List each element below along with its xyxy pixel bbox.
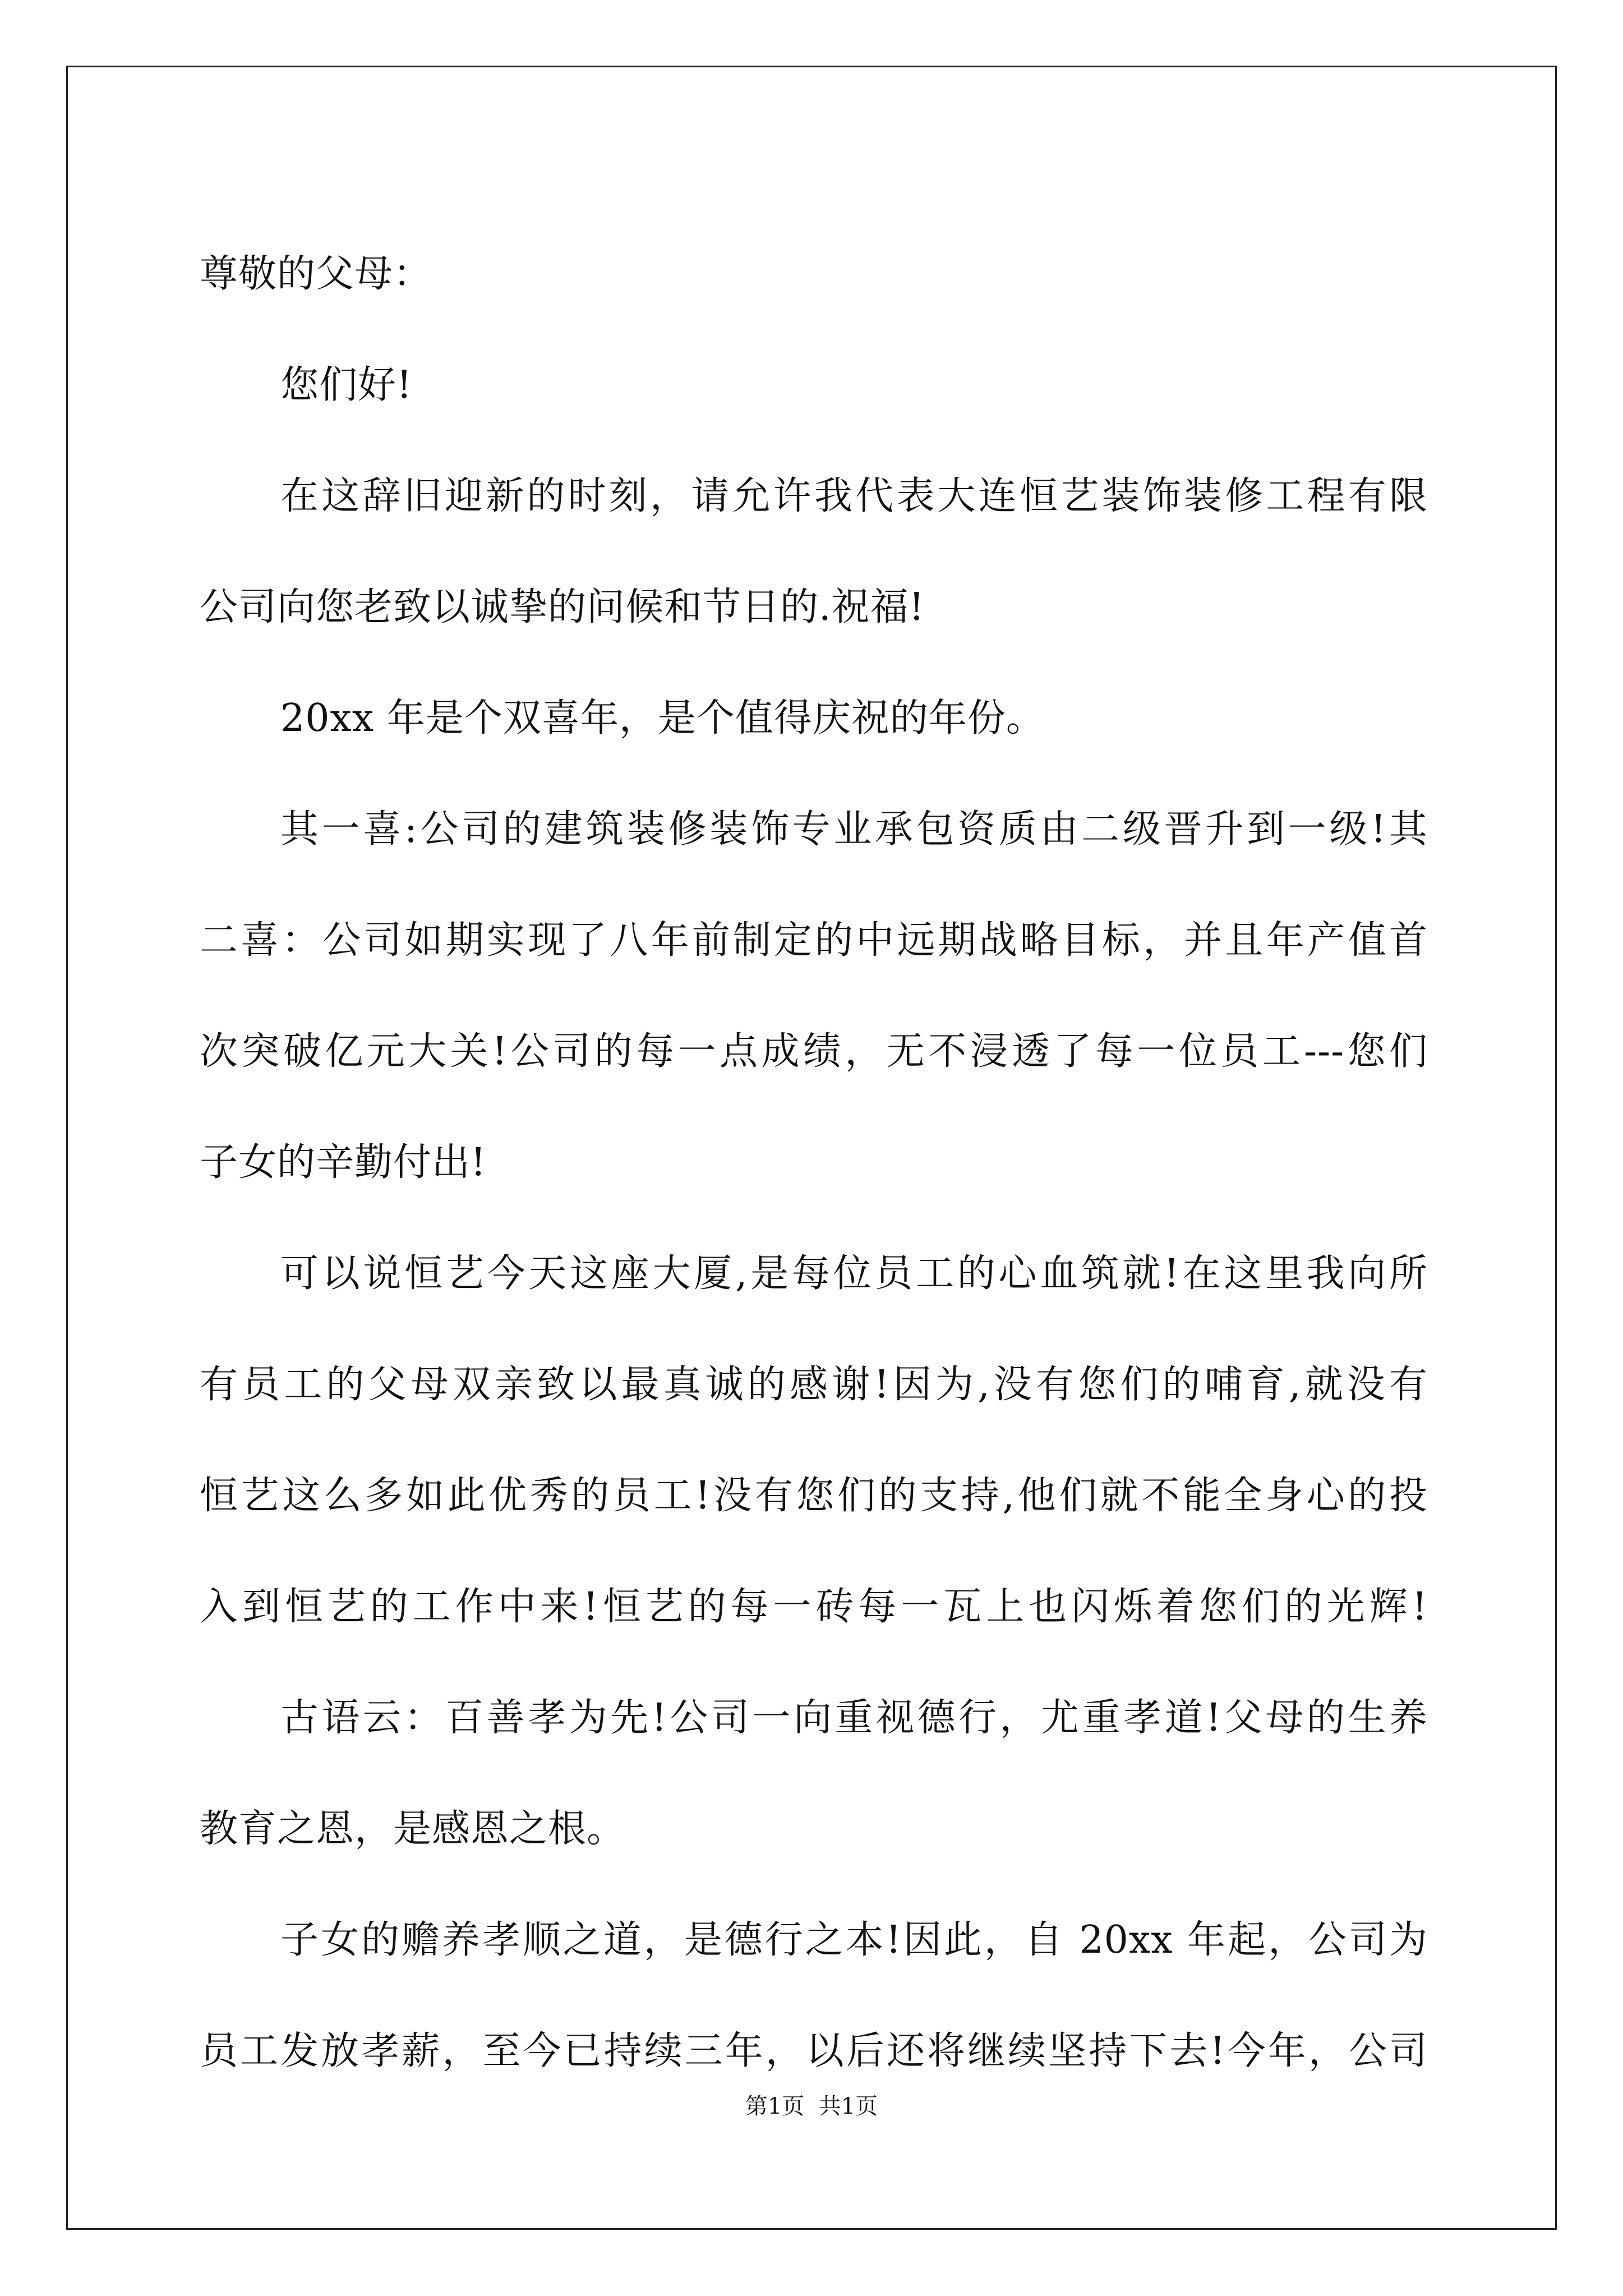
- text-line: 子女的辛勤付出!: [200, 1140, 487, 1185]
- text-line: 20xx 年是个双喜年，是个值得庆祝的年份。: [280, 696, 1045, 740]
- letter-body: [200, 219, 1428, 2107]
- text-line: 可以说恒艺今天这座大厦,是每位员工的心血筑就!在这里我向所: [280, 1251, 1428, 1296]
- text-line: 公司向您老致以诚挚的问候和节日的.祝福!: [200, 585, 925, 629]
- text-line: 二喜：公司如期实现了八年前制定的中远期战略目标，并且年产值首: [200, 918, 1428, 963]
- text-line: 恒艺这么多如此优秀的员工!没有您们的支持,他们就不能全身心的投: [200, 1474, 1428, 1518]
- text-line: 教育之恩，是感恩之根。: [200, 1807, 626, 1851]
- text-line: 在这辞旧迎新的时刻，请允许我代表大连恒艺装饰装修工程有限: [280, 474, 1428, 518]
- text-line: 古语云：百善孝为先!公司一向重视德行，尤重孝道!父母的生养: [280, 1696, 1428, 1740]
- salutation: 尊敬的父母：: [200, 252, 432, 296]
- page-number-footer: 第1页 共1页: [745, 2093, 878, 2119]
- text-line: 次突破亿元大关!公司的每一点成绩，无不浸透了每一位员工---您们: [200, 1029, 1428, 1074]
- text-line: 您们好!: [280, 363, 413, 407]
- text-line: 员工发放孝薪，至今已持续三年，以后还将继续坚持下去!今年，公司: [200, 2029, 1428, 2073]
- text-line: 其一喜:公司的建筑装修装饰专业承包资质由二级晋升到一级!其: [280, 807, 1428, 852]
- text-line: 入到恒艺的工作中来!恒艺的每一砖每一瓦上也闪烁着您们的光辉!: [200, 1585, 1428, 1629]
- text-line: 有员工的父母双亲致以最真诚的感谢!因为,没有您们的哺育,就没有: [200, 1363, 1428, 1407]
- text-line: 子女的赡养孝顺之道，是德行之本!因此，自 20xx 年起，公司为: [280, 1918, 1428, 1962]
